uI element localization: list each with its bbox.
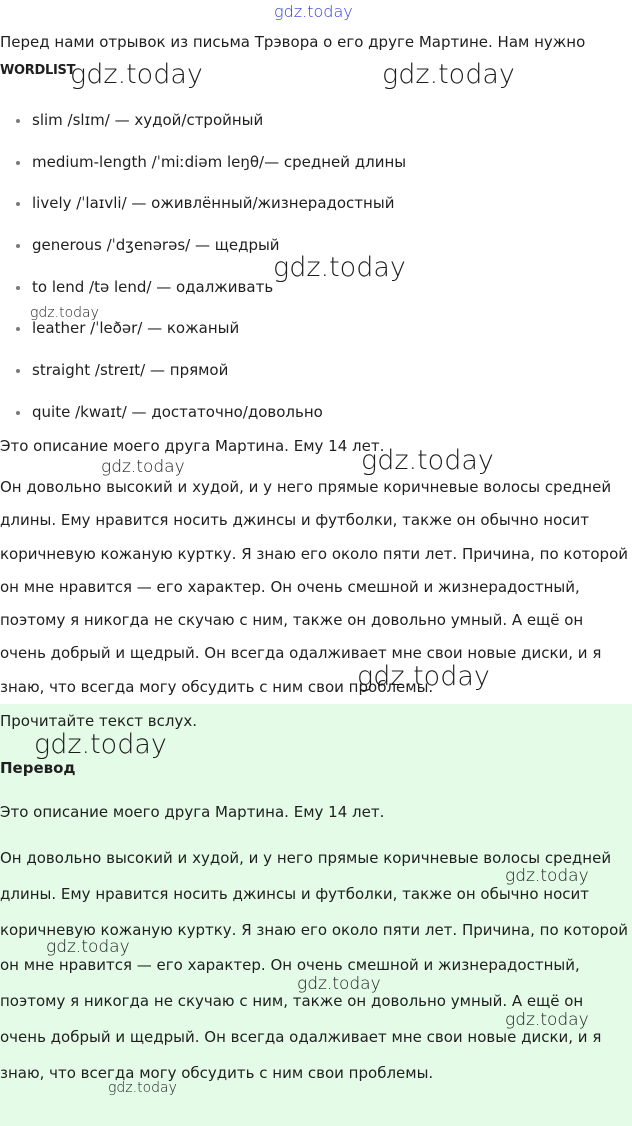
bullet-icon — [16, 244, 20, 248]
word-entry: straight /streɪt/ — прямой — [32, 361, 229, 380]
watermark: gdz.today — [108, 1080, 177, 1096]
letter-first-line: Это описание моего друга Мартина. Ему 14 лет. — [0, 437, 385, 455]
watermark: gdz.today — [357, 661, 490, 692]
word-entry: medium-length /ˈmiːdiəm leŋθ/— средней длины — [32, 152, 407, 171]
list-item — [16, 183, 406, 225]
bullet-icon — [16, 369, 20, 373]
word-entry: generous /ˈdʒenərəs/ — щедрый — [32, 236, 280, 255]
watermark: gdz.today — [273, 252, 406, 283]
list-item — [16, 392, 406, 434]
translation-body: Он довольно высокий и худой, и у него прямые коричневые волосы средней длины. Ему нравится носить джинсы и футболки, также он обычно носит коричневую кожаную куртку. Я знаю его около пяти лет. Причина, по которой он мне нравится — его характер. Он очень смешной и жизнерадостный, поэтому я никогда не скучаю с ним, также он довольно умный. А ещё он очень добрый и щедрый. Он всегда одалживает мне свои новые диски, и я знаю, что всегда могу обсудить с ним свои проблемы. — [0, 849, 628, 1082]
translation-section — [0, 704, 632, 1126]
watermark: gdz.today — [30, 305, 99, 321]
watermark: gdz.today — [297, 974, 381, 994]
bullet-icon — [16, 202, 20, 206]
wordlist-label: WORDLIST — [0, 63, 76, 78]
word-entry: lively /ˈlaɪvli/ — оживлённый/жизнерадостный — [32, 194, 395, 213]
word-entry: quite /kwaɪt/ — достаточно/довольно — [32, 402, 323, 421]
watermark: gdz.today — [274, 2, 353, 21]
bullet-icon — [16, 119, 20, 123]
bullet-icon — [16, 161, 20, 165]
watermark: gdz.today — [382, 59, 515, 90]
word-entry: to lend /tə lend/ — одалживать — [32, 277, 274, 296]
bullet-icon — [16, 327, 20, 331]
translation-first-line: Это описание моего друга Мартина. Ему 14 лет. — [0, 803, 385, 821]
list-item — [16, 142, 406, 184]
read-aloud-instruction: Прочитайте текст вслух. — [0, 712, 197, 730]
letter-body: Он довольно высокий и худой, и у него прямые коричневые волосы средней длины. Ему нравится носить джинсы и футболки, также он обычно носит коричневую кожаную куртку. Я знаю его около пяти лет. Причина, по которой он мне нравится — его характер. Он очень смешной и жизнерадостный, поэтому я никогда не скучаю с ним, также он довольно умный. А ещё он очень добрый и щедрый. Он всегда одалживает мне свои новые диски, и я знаю, что всегда могу обсудить с ним свои проблемы. — [0, 478, 628, 696]
bullet-icon — [16, 411, 20, 415]
watermark: gdz.today — [70, 59, 203, 90]
bullet-icon — [16, 286, 20, 290]
watermark: gdz.today — [505, 1010, 589, 1030]
watermark: gdz.today — [361, 445, 494, 476]
word-entry: slim /slɪm/ — худой/стройный — [32, 111, 264, 129]
watermark: gdz.today — [101, 457, 185, 477]
list-item — [16, 350, 406, 392]
list-item — [16, 100, 406, 142]
intro-text: Перед нами отрывок из письма Трэвора о его друге Мартине. Нам нужно — [0, 33, 586, 51]
watermark: gdz.today — [46, 937, 130, 957]
translation-heading: Перевод — [0, 759, 76, 777]
watermark: gdz.today — [505, 866, 589, 886]
word-entry: leather /ˈleðər/ — кожаный — [32, 319, 240, 338]
watermark: gdz.today — [34, 729, 167, 760]
